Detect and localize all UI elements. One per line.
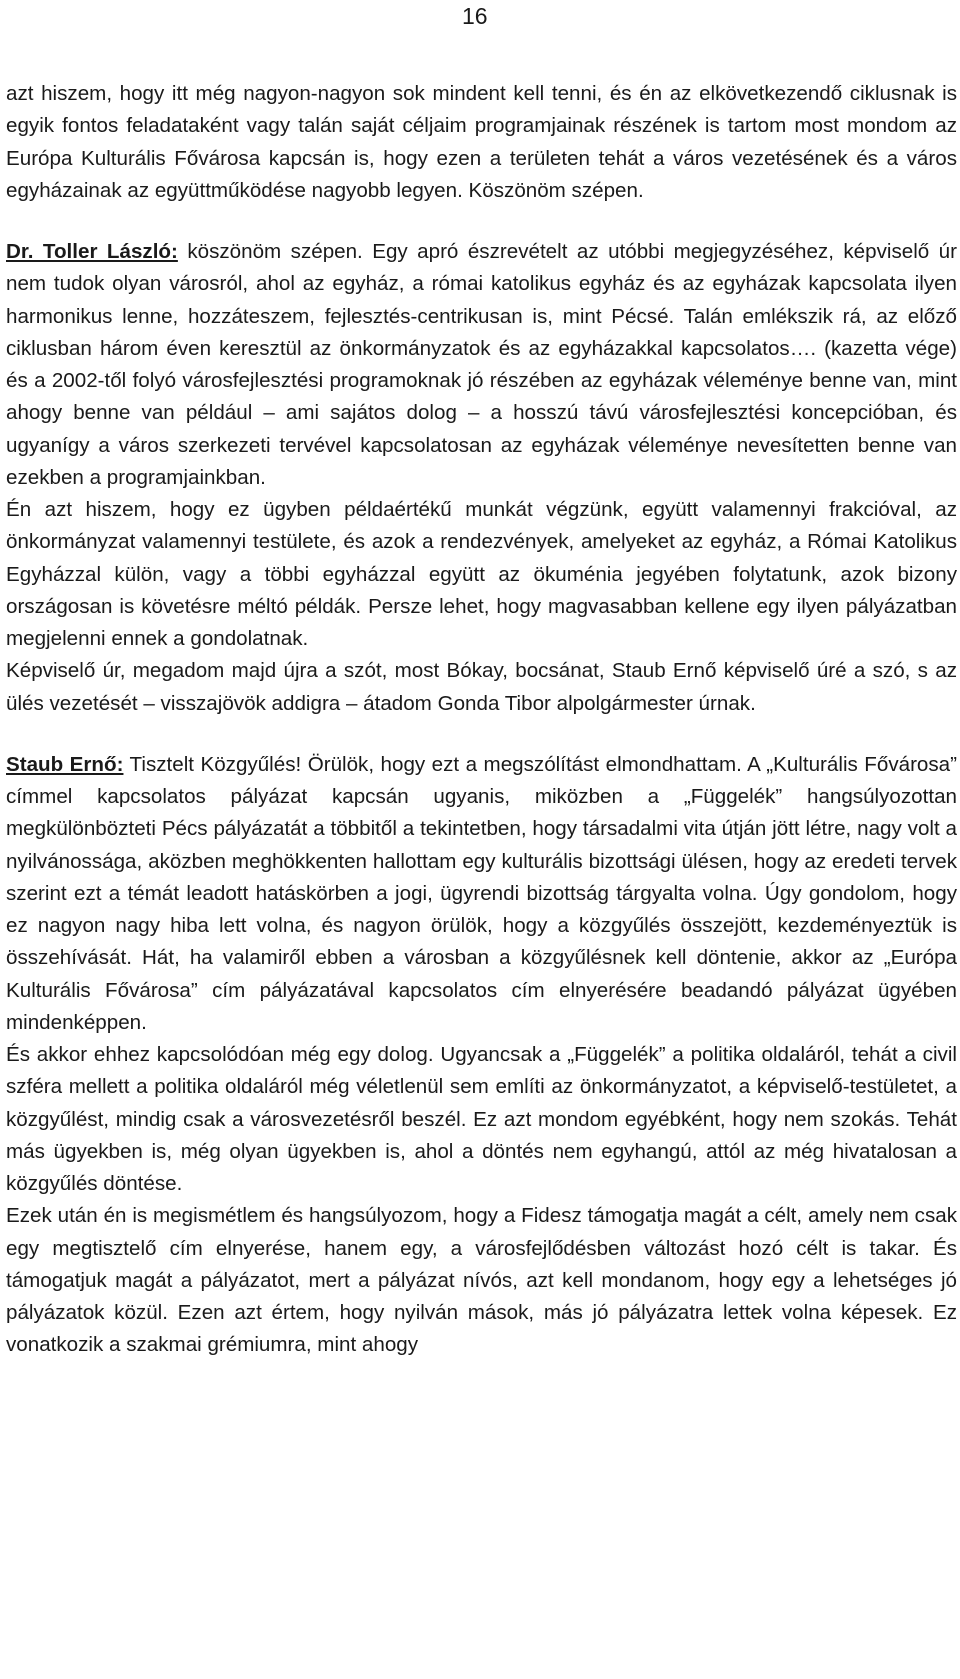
paragraph-text: És akkor ehhez kapcsolódóan még egy dolog. Ugyancsak a „Függelék” a politika oldaláról, tehát a civil szféra mellett a politika oldaláról még véletlenül sem említi az önkormányzatot, a képviselő-testületet, a közgyűlést, mindig csak a városvezetésről beszél. Ez azt mondom egyébként, hogy nem szokás. Tehát más ügyekben is, még olyan ügyekben is, ahol a döntés nem egyhangú, attól az még hivatalosan a közgyűlés döntése. xyxy=(6,1043,957,1195)
paragraph-text: azt hiszem, hogy itt még nagyon-nagyon sok mindent kell tenni, és én az elkövetkezendő ciklusnak is egyik fontos feladataként vagy talán saját céljaim programjainak részének is tartom most mondom az Európa Kulturális Fővárosa kapcsán is, hogy ezen a területen tehát a város vezetésének és a város egyházainak az együttműködése nagyobb legyen. Köszönöm szépen. xyxy=(6,82,957,202)
speaker-name: Dr. Toller László: xyxy=(6,240,178,263)
paragraph xyxy=(6,1200,957,1361)
page-number: 16 xyxy=(462,3,488,29)
paragraph-text: köszönöm szépen. Egy apró észrevételt az utóbbi megjegyzéséhez, képviselő úr nem tudok olyan városról, ahol az egyház, a római katolikus egyház és az egyházak kapcsolata ilyen harmonikus lenne, hozzáteszem, fejlesztés-centrikusan is, mint Pécsé. Talán emlékszik rá, az előző ciklusban három éven keresztül az önkormányzatok és az egyházakkal kapcsolatos…. (kazetta vége) és a 2002-től folyó városfejlesztési programoknak jó részében az egyházak véleménye benne van, mint ahogy benne van például – ami sajátos dolog – a hosszú távú városfejlesztési koncepcióban, és ugyanígy a város szerkezeti tervével kapcsolatosan az egyházak véleménye nevesítetten benne van ezekben a programjainkban. xyxy=(6,240,957,489)
speaker-name: Staub Ernő: xyxy=(6,752,124,776)
paragraph xyxy=(6,655,957,720)
paragraph-speaker-staub xyxy=(6,749,957,1039)
document-body xyxy=(6,78,957,1362)
paragraph-text: Ezek után én is megismétlem és hangsúlyozom, hogy a Fidesz támogatja magát a célt, amely nem csak egy megtisztelő cím elnyerése, hanem egy, a városfejlődésben változást hozó célt is takar. És támogatjuk magát a pályázatot, mert a pályázat nívós, azt kell mondanom, hogy egy a lehetséges jó pályázatok közül. Ezen azt értem, hogy nyilván mások, más jó pályázatra lettek volna képesek. Ez vonatkozik a szakmai grémiumra, mint ahogy xyxy=(6,1204,957,1357)
paragraph xyxy=(6,1039,957,1200)
paragraph-speaker-toller xyxy=(6,236,957,494)
paragraph-text: Én azt hiszem, hogy ez ügyben példaértékű munkát végzünk, együtt valamennyi frakcióval, az önkormányzat valamennyi testülete, és azok a rendezvények, amelyeket az egyház, a Római Katolikus Egyházzal külön, vagy a többi egyházzal együtt az ökuménia jegyében folytatunk, azok bizony országosan is követésre méltó példák. Persze lehet, hogy magvasabban kellene egy ilyen pályázatban megjelenni ennek a gondolatnak. xyxy=(6,498,957,650)
paragraph xyxy=(6,78,957,207)
paragraph-text: Tisztelt Közgyűlés! Örülök, hogy ezt a megszólítást elmondhattam. A „Kulturális Fővárosa” címmel kapcsolatos pályázat kapcsán ugyanis, miközben a „Függelék” hangsúlyozottan megkülönbözteti Pécs pályázatát a többitől a tekintetben, hogy társadalmi vita útján jött létre, nagy volt a nyilvánossága, aközben meghökkenten hallottam egy kulturális bizottsági ülésen, hogy az eredeti tervek szerint ezt a témát leadott hatáskörben a jogi, ügyrendi bizottság tárgyalta volna. Úgy gondolom, hogy ez nagyon nagy hiba lett volna, és nagyon örülök, hogy a közgyűlés összejött, kezdeményeztük is összehívását. Hát, ha valamiről ebben a városban a közgyűlésnek kell döntenie, akkor az „Európa Kulturális Fővárosa” cím pályázatával kapcsolatos cím elnyerésére beadandó pályázat ügyében mindenképpen. xyxy=(6,752,957,1034)
paragraph xyxy=(6,494,957,655)
paragraph-text: Képviselő úr, megadom majd újra a szót, most Bókay, bocsánat, Staub Ernő képviselő úré a szó, s az ülés vezetését – visszajövök addigra – átadom Gonda Tibor alpolgármester úrnak. xyxy=(6,659,957,715)
